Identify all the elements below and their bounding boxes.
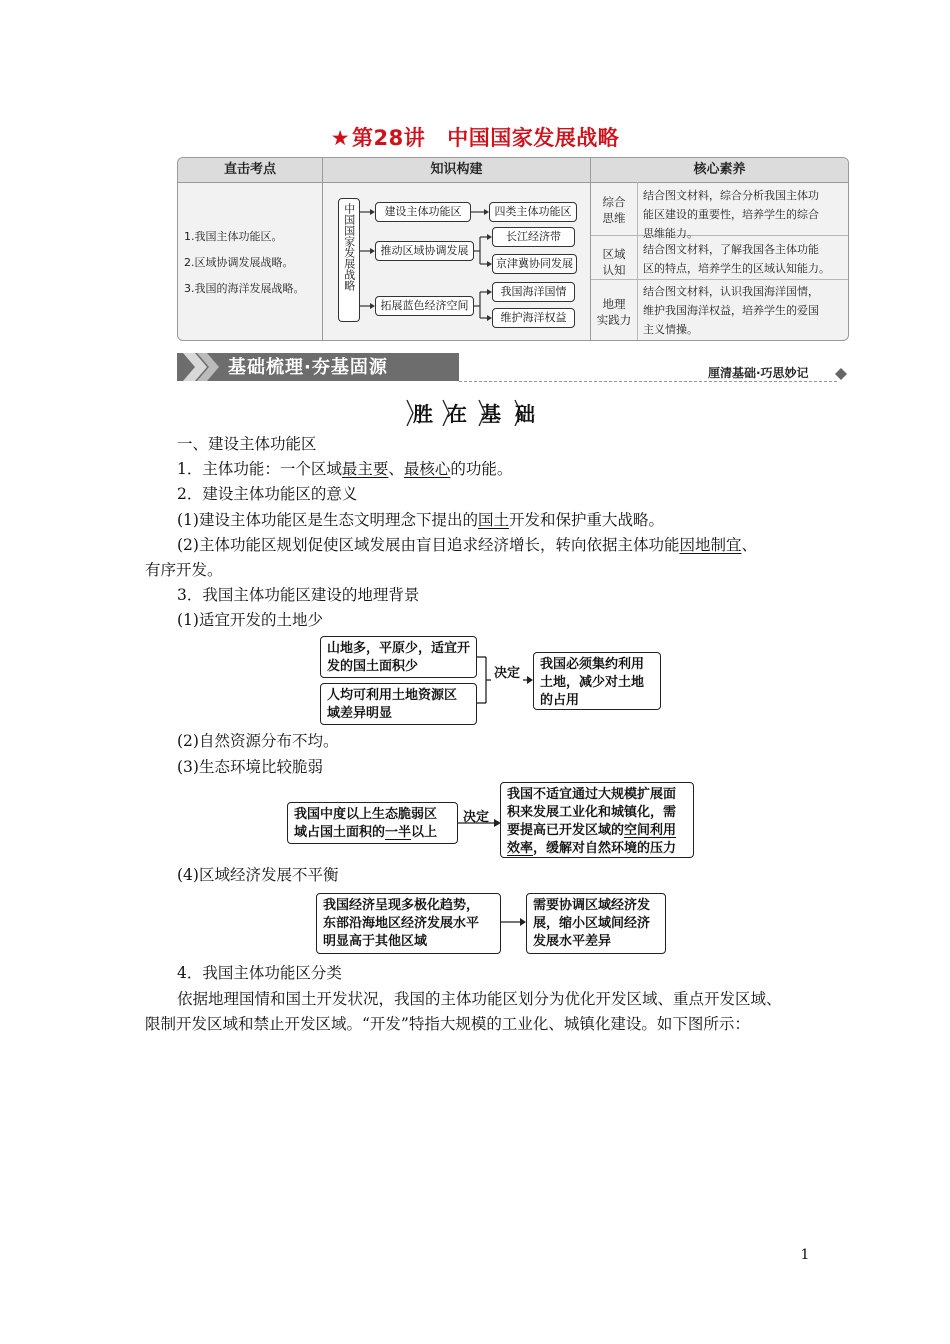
header-competencies: 核心素养: [591, 158, 848, 182]
paragraph: 4．我国主体功能区分类: [177, 964, 342, 982]
paragraph: (4)区域经济发展不平衡: [177, 866, 339, 884]
paragraph: (3)生态环境比较脆弱: [177, 758, 323, 776]
banner-tagline: 厘清基础·巧思妙记: [708, 366, 809, 380]
summary-table: [177, 157, 849, 341]
row-divider: [591, 279, 848, 280]
key-point: 2.区域协调发展战略。: [184, 256, 294, 269]
subheading: 胜在基础: [413, 402, 549, 426]
paragraph: 3．我国主体功能区建设的地理背景: [177, 586, 420, 604]
page-number: 1: [800, 1247, 810, 1263]
knowledge-branch: 推动区域协调发展: [375, 241, 474, 261]
flow-label: 决定: [494, 666, 521, 681]
knowledge-leaf: 京津冀协同发展: [492, 254, 577, 274]
column-divider: [637, 182, 638, 340]
lecture-number: 第28讲: [352, 126, 426, 150]
paragraph: (2)主体功能区规划促使区域发展由盲目追求经济增长，转向依据主体功能因地制宜、: [177, 536, 757, 554]
competency-description: 结合图文材料，了解我国各主体功能 区的特点，培养学生的区域认知能力。: [643, 243, 830, 275]
key-point: 3.我国的海洋发展战略。: [184, 282, 305, 295]
lecture-name: 中国国家发展战略: [447, 126, 620, 150]
paragraph: 限制开发区域和禁止开发区域。“开发”特指大规模的工业化、城镇化建设。如下图所示：: [145, 1015, 750, 1033]
paragraph: (1)适宜开发的土地少: [177, 611, 323, 629]
flow-label: 决定: [463, 810, 490, 825]
knowledge-branch: 拓展蓝色经济空间: [375, 296, 474, 316]
diamond-icon: [835, 368, 847, 380]
key-point: 1.我国主体功能区。: [184, 230, 283, 243]
paragraph: (2)自然资源分布不均。: [177, 732, 339, 750]
competency-name: 区域 认知: [602, 247, 626, 277]
knowledge-leaf: 四类主体功能区: [489, 202, 577, 222]
flow-arrow: [501, 915, 527, 929]
competency-description: 结合图文材料，认识我国海洋国情， 维护我国海洋权益，培养学生的爱国 主义情操。: [643, 285, 819, 336]
flow-box: 人均可利用土地资源区 域差异明显: [320, 683, 477, 725]
competency-description: 结合图文材料，综合分析我国主体功 能区建设的重要性，培养学生的综合 思维能力。: [643, 189, 819, 240]
header-key-points: 直击考点: [178, 158, 322, 182]
header-knowledge: 知识构建: [323, 158, 590, 182]
knowledge-leaf: 维护海洋权益: [492, 308, 575, 328]
banner-divider: [459, 381, 837, 382]
knowledge-leaf: 长江经济带: [492, 227, 575, 247]
knowledge-leaf: 我国海洋国情: [492, 282, 575, 302]
chevron-decoration-icon: [177, 353, 225, 381]
paragraph: 依据地理国情和国土开发状况，我国的主体功能区划分为优化开发区域、重点开发区域、: [177, 990, 782, 1008]
flow-result: 我国不适宜通过大规模扩展面 积来发展工业化和城镇化，需 要提高已开发区域的空间利用 效率，缓解对自然环境的压力: [500, 782, 694, 858]
paragraph: 1．主体功能：一个区域最主要、最核心的功能。: [177, 460, 513, 478]
competency-name: 综合 思维: [602, 195, 626, 225]
paragraph: (1)建设主体功能区是生态文明理念下提出的国土开发和保护重大战略。: [177, 511, 664, 529]
knowledge-root: 中国国家发展战略: [338, 198, 360, 322]
star-icon: ★: [330, 126, 351, 150]
knowledge-branch: 建设主体功能区: [375, 202, 471, 222]
paragraph: 2．建设主体功能区的意义: [177, 485, 358, 503]
section-heading: 一、建设主体功能区: [177, 435, 317, 453]
flow-arrow: [458, 816, 502, 830]
flow-box: 山地多，平原少，适宜开 发的国土面积少: [320, 636, 477, 678]
paragraph: 有序开发。: [145, 561, 223, 579]
page-title: [0, 122, 950, 152]
flow-box: 我国经济呈现多极化趋势， 东部沿海地区经济发展水平 明显高于其他区域: [316, 893, 501, 954]
flow-result: 需要协调区域经济发 展，缩小区域间经济 发展水平差异: [526, 893, 666, 954]
banner-title: 基础梳理·夯基固源: [228, 357, 388, 378]
flow-result: 我国必须集约利用 土地，减少对土地 的占用: [533, 652, 661, 710]
flow-box: 我国中度以上生态脆弱区 域占国土面积的一半以上: [287, 802, 458, 844]
competency-name: 地理 实践力: [596, 297, 632, 327]
